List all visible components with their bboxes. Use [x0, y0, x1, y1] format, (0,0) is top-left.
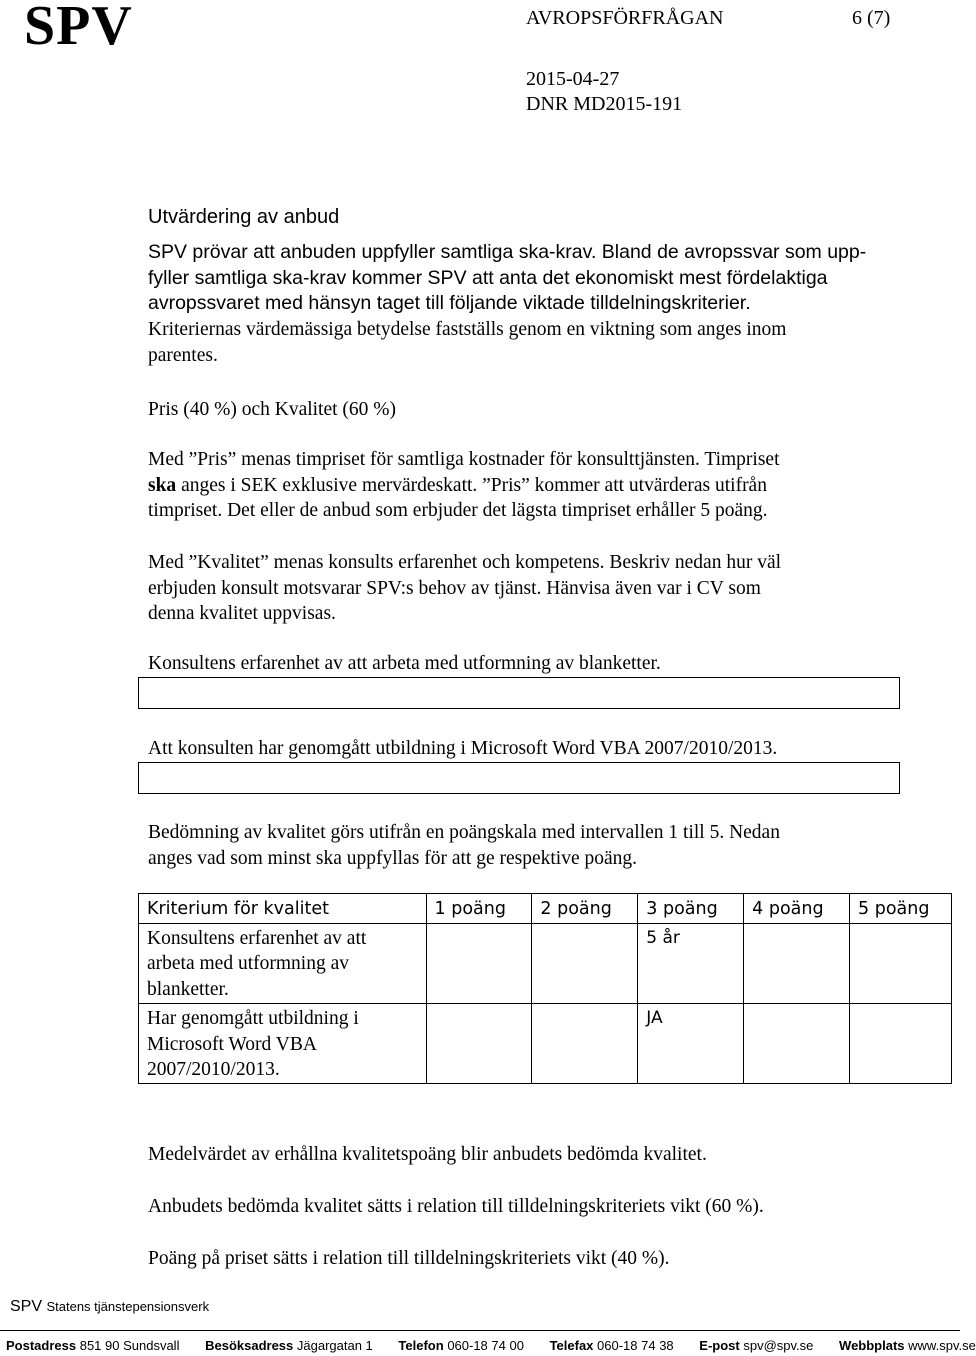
footer-contact [6, 1338, 976, 1354]
price-line [148, 473, 888, 499]
header-4-points: 4 poäng [744, 894, 850, 924]
price-line: Med ”Pris” menas timpriset för samtliga kostnader för konsulttjänsten. Timpriset [148, 449, 780, 470]
header-criterion: Kriterium för kvalitet [139, 894, 427, 924]
table-cell [744, 1003, 850, 1083]
criterion-line: Microsoft Word VBA [147, 1033, 317, 1055]
price-paragraph [148, 447, 888, 524]
header-2-points: 2 poäng [532, 894, 638, 924]
table-cell [426, 923, 532, 1003]
page-number: 6 (7) [852, 7, 891, 29]
criterion-line: arbeta med utformning av [147, 953, 349, 975]
phone-label: Telefon [398, 1338, 444, 1353]
closing-line-price-weight: Poäng på priset sätts i relation till tilldelningskriteriets vikt (40 %). [148, 1248, 670, 1269]
intro-line: fyller samtliga ska-krav kommer SPV att anta det ekonomiskt mest fördelaktiga [148, 266, 828, 289]
fax-value: 060-18 74 38 [597, 1338, 674, 1353]
answer-training-field[interactable] [138, 762, 900, 794]
table-row [139, 1003, 952, 1083]
postal-value: 851 90 Sundsvall [79, 1338, 180, 1353]
table-cell: 5 år [638, 923, 744, 1003]
table-cell [744, 923, 850, 1003]
quality-criteria-table [138, 893, 952, 1084]
footer-org-abbr: SPV [10, 1298, 43, 1315]
intro-line: parentes. [148, 344, 218, 366]
table-cell [850, 923, 952, 1003]
email-label: E-post [699, 1338, 740, 1353]
criterion-line: blanketter. [147, 979, 229, 1001]
header-3-points: 3 poäng [638, 894, 744, 924]
closing-line-average: Medelvärdet av erhållna kvalitetspoäng blir anbudets bedömda kvalitet. [148, 1144, 707, 1165]
weights-line: Pris (40 %) och Kvalitet (60 %) [148, 399, 397, 420]
intro-line: Kriteriernas värdemässiga betydelse fastställs genom en viktning som anges inom [148, 319, 787, 341]
criterion-line: 2007/2010/2013. [147, 1059, 280, 1081]
intro-paragraph [148, 240, 888, 369]
table-row [139, 923, 952, 1003]
web-label: Webbplats [839, 1338, 905, 1353]
document-date: 2015-04-27 [526, 68, 620, 90]
footer-org-name: Statens tjänstepensionsverk [46, 1299, 210, 1314]
header-5-points: 5 poäng [850, 894, 952, 924]
price-line-rest: anges i SEK exklusive mervärdeskatt. ”Pris” kommer att utvärderas utifrån [176, 474, 767, 496]
phone-value: 060-18 74 00 [447, 1338, 524, 1353]
scale-paragraph [148, 820, 888, 871]
intro-line: avropssvaret med hänsyn taget till följande viktade tilldelningskriterier. [148, 292, 751, 315]
spv-logo: SPV [24, 0, 133, 57]
postal-label: Postadress [6, 1338, 77, 1353]
email-link[interactable]: spv@spv.se [743, 1338, 814, 1353]
table-cell [850, 1003, 952, 1083]
criterion-training [139, 1003, 427, 1083]
table-header-row [139, 894, 952, 924]
ska-emphasis: ska [148, 474, 177, 496]
visit-label: Besöksadress [205, 1338, 294, 1353]
footer-divider [0, 1330, 960, 1331]
scale-line: anges vad som minst ska uppfyllas för att ge respektive poäng. [148, 847, 638, 869]
question-experience: Konsultens erfarenhet av att arbeta med utformning av blanketter. [148, 653, 661, 674]
document-dnr: DNR MD2015-191 [526, 93, 683, 115]
fax-label: Telefax [549, 1338, 594, 1353]
price-line: timpriset. Det eller de anbud som erbjuder det lägsta timpriset erhåller 5 poäng. [148, 500, 768, 522]
section-heading: Utvärdering av anbud [148, 206, 340, 228]
quality-line: erbjuden konsult motsvarar SPV:s behov av tjänst. Hänvisa även var i CV som [148, 577, 761, 599]
quality-paragraph [148, 550, 888, 627]
footer-org [10, 1298, 209, 1316]
quality-line: denna kvalitet uppvisas. [148, 603, 336, 625]
table-cell [532, 923, 638, 1003]
header-1-point: 1 poäng [426, 894, 532, 924]
scale-line: Bedömning av kvalitet görs utifrån en poängskala med intervallen 1 till 5. Nedan [148, 822, 780, 843]
question-training: Att konsulten har genomgått utbildning i Microsoft Word VBA 2007/2010/2013. [148, 738, 778, 759]
answer-experience-field[interactable] [138, 677, 900, 709]
criterion-line: Har genomgått utbildning i [147, 1007, 359, 1029]
criterion-line: Konsultens erfarenhet av att [147, 927, 367, 949]
web-link[interactable]: www.spv.se [908, 1338, 976, 1353]
table-cell [426, 1003, 532, 1083]
document-type: AVROPSFÖRFRÅGAN [526, 7, 724, 29]
closing-line-quality-weight: Anbudets bedömda kvalitet sätts i relation till tilldelningskriteriets vikt (60 %). [148, 1196, 764, 1217]
visit-value: Jägargatan 1 [296, 1338, 373, 1353]
intro-line: SPV prövar att anbuden uppfyller samtliga ska-krav. Bland de avropssvar som upp- [148, 241, 867, 263]
quality-line: Med ”Kvalitet” menas konsults erfarenhet och kompetens. Beskriv nedan hur väl [148, 552, 782, 573]
criterion-experience [139, 923, 427, 1003]
table-cell [532, 1003, 638, 1083]
table-cell: JA [638, 1003, 744, 1083]
